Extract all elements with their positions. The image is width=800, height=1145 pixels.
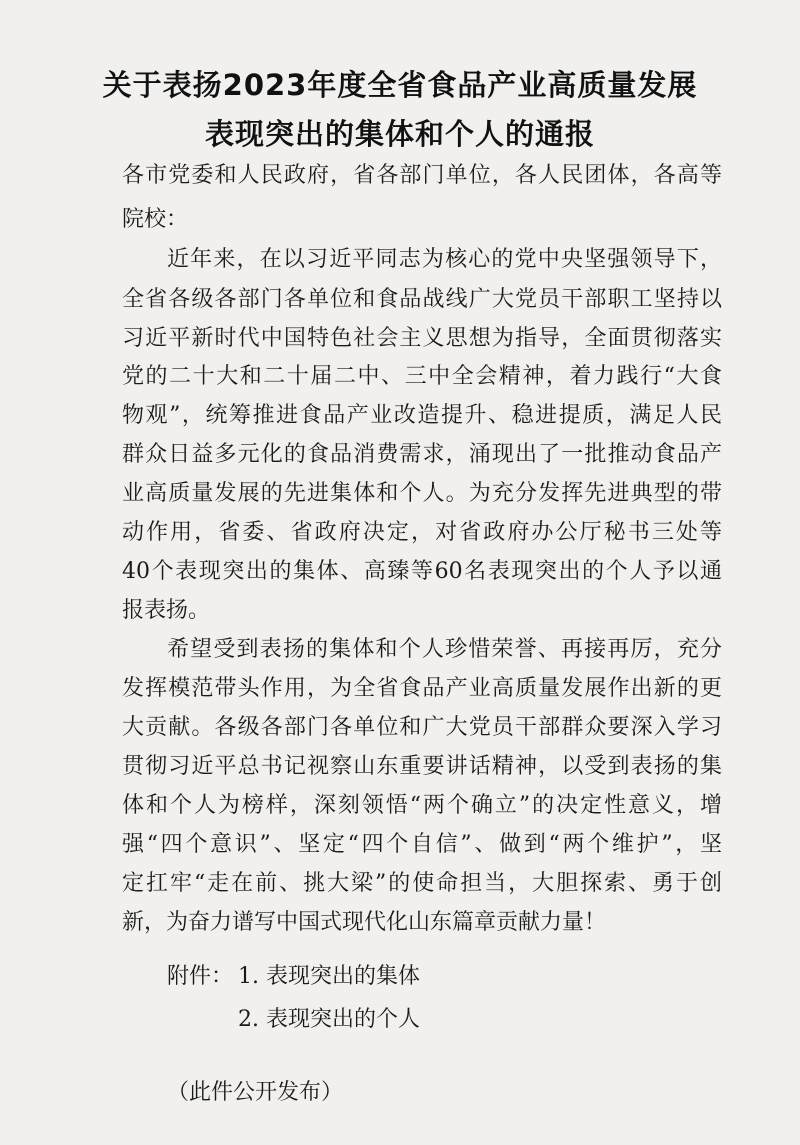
paragraph-2-line: 希望受到表扬的集体和个人珍惜荣誉、再接再厉，充分 (167, 637, 722, 662)
document-title-line-1: 关于表扬2023年度全省食品产业高质量发展 (102, 68, 698, 102)
paragraph-1-line: 习近平新时代中国特色社会主义思想为指导，全面贯彻落实 (122, 326, 722, 351)
attachments-label: 附件： (167, 964, 234, 989)
paragraph-1-line: 近年来，在以习近平同志为核心的党中央坚强领导下， (167, 247, 722, 272)
recipients-line: 院校： (122, 207, 189, 232)
paragraph-2-line: 定扛牢“走在前、挑大梁”的使命担当，大胆探索、勇于创 (122, 871, 722, 896)
attachment-item: 1. 表现突出的集体 (238, 964, 420, 989)
paragraph-2-line: 新，为奋力谱写中国式现代化山东篇章贡献力量！ (122, 910, 607, 935)
paragraph-1-line: 党的二十大和二十届二中、三中全会精神，着力践行“大食 (122, 364, 722, 389)
paragraph-1-line: 动作用，省委、省政府决定，对省政府办公厅秘书三处等 (122, 520, 722, 545)
paragraph-2-line: 发挥模范带头作用，为全省食品产业高质量发展作出新的更 (122, 676, 722, 701)
paragraph-2-line: 强“四个意识”、坚定“四个自信”、做到“两个维护”，坚 (122, 832, 722, 857)
attachment-item: 2. 表现突出的个人 (238, 1007, 420, 1032)
paragraph-1-line: 业高质量发展的先进集体和个人。为充分发挥先进典型的带 (122, 481, 722, 506)
paragraph-2-line: 贯彻习近平总书记视察山东重要讲话精神，以受到表扬的集 (122, 754, 722, 779)
paragraph-1-line: 群众日益多元化的食品消费需求，涌现出了一批推动食品产 (122, 442, 722, 467)
paragraph-1-line: 物观”，统筹推进食品产业改造提升、稳进提质，满足人民 (122, 403, 722, 428)
paragraph-1-line: 40个表现突出的集体、高臻等60名表现突出的个人予以通 (122, 559, 722, 584)
document-title-line-2: 表现突出的集体和个人的通报 (204, 117, 595, 151)
paragraph-1-line: 全省各级各部门各单位和食品战线广大党员干部职工坚持以 (122, 287, 722, 312)
publication-note: （此件公开发布） (167, 1080, 344, 1105)
paragraph-2-line: 体和个人为榜样，深刻领悟“两个确立”的决定性意义，增 (122, 793, 722, 818)
paragraph-2-line: 大贡献。各级各部门各单位和广大党员干部群众要深入学习 (122, 715, 722, 740)
recipients-line: 各市党委和人民政府，省各部门单位，各人民团体，各高等 (122, 163, 722, 188)
paragraph-1-line: 报表扬。 (122, 598, 211, 623)
